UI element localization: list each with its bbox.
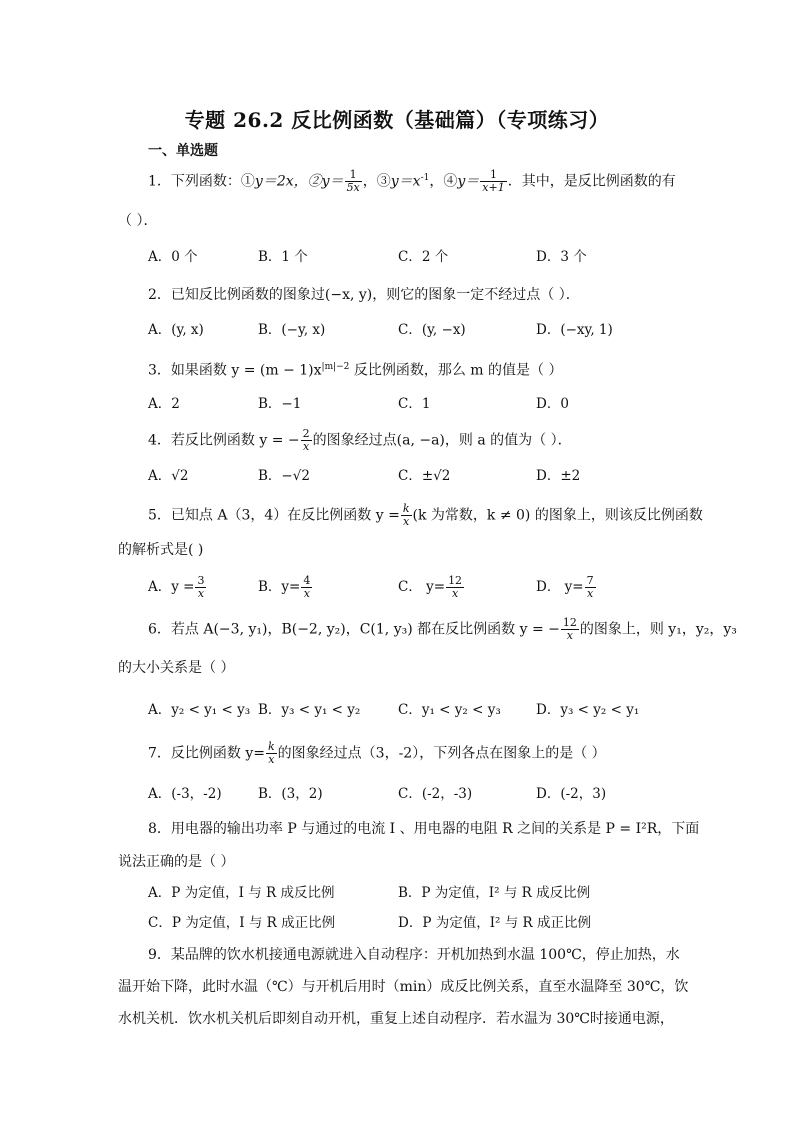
q5-option-c-label: C． y= <box>398 579 446 595</box>
q4-prefix: 4．若反比例函数 y = − <box>148 432 300 449</box>
question-6 <box>148 617 737 642</box>
q7-option-d[interactable]: D．(-2，3) <box>536 786 607 802</box>
q6-option-d[interactable]: D．y₃ < y₂ < y₁ <box>536 702 640 718</box>
q1-sep-3: ，③ <box>362 173 391 190</box>
page-title: 专题 26.2 反比例函数（基础篇）（专项练习） <box>184 108 610 132</box>
q6-suffix: 的图象上，则 y₁，y₂，y₃ <box>579 621 737 638</box>
q3-option-d[interactable]: D．0 <box>536 396 569 412</box>
q7-option-b[interactable]: B．(3，2) <box>258 786 323 802</box>
q3-suffix: 反比例函数，那么 m 的值是（ ） <box>349 362 563 379</box>
q7-suffix: 的图象经过点（3，-2），下列各点在图象上的是（ ） <box>277 745 606 762</box>
q6-prefix: 6．若点 A(−3, y₁)，B(−2, y₂)，C(1, y₃) 都在反比例函数 y = − <box>148 621 560 638</box>
q5-fraction <box>401 503 412 528</box>
q1-option-a[interactable]: A．0 个 <box>148 249 198 265</box>
q8-option-a[interactable]: A．P 为定值，I 与 R 成反比例 <box>148 885 335 901</box>
q7-prefix: 7．反比例函数 y= <box>148 745 265 762</box>
q3-option-c[interactable]: C．1 <box>398 396 431 412</box>
q5-prefix: 5．已知点 A（3，4）在反比例函数 y = <box>148 507 400 524</box>
q1-frac2-denominator: x+1 <box>482 181 505 195</box>
q4-suffix: 的图象经过点(a, −a)，则 a 的值为（ ）． <box>312 432 572 449</box>
section-heading: 一、单选题 <box>148 143 218 159</box>
q2-option-c[interactable]: C．(y, −x) <box>398 322 466 338</box>
question-4 <box>148 428 572 453</box>
q5-suffix: (k 为常数，k ≠ 0) 的图象上，则该反比例函数 <box>412 507 703 524</box>
q6-frac-denominator: x <box>566 629 573 642</box>
question-1-continuation: （ ）． <box>118 213 158 229</box>
q4-option-a[interactable]: A．√2 <box>148 468 189 484</box>
q1-expr-4: y＝ <box>457 173 480 190</box>
q5-b-numerator: 4 <box>303 574 311 587</box>
q1-option-b[interactable]: B．1 个 <box>258 249 308 265</box>
q1-frac1-numerator: 1 <box>345 169 362 182</box>
q6-option-c[interactable]: C．y₁ < y₂ < y₃ <box>398 702 501 718</box>
q5-option-a-fraction <box>195 575 206 600</box>
q1-frac2-numerator: 1 <box>480 169 506 182</box>
q1-fraction-2 <box>480 169 506 194</box>
q1-expr-3: y＝x <box>390 173 421 190</box>
q2-option-b[interactable]: B．(−y, x) <box>258 322 326 338</box>
q4-option-d[interactable]: D．±2 <box>536 468 581 484</box>
q5-c-denominator: x <box>451 587 459 600</box>
q1-expr-1: y＝2x，② <box>254 173 322 190</box>
q5-option-b-fraction <box>301 575 312 600</box>
q5-d-numerator: 7 <box>586 574 594 587</box>
q5-option-d-label: D． y= <box>536 579 584 595</box>
q3-option-b[interactable]: B．−1 <box>258 396 302 412</box>
q1-frac1-denominator: 5x <box>346 181 360 195</box>
q2-option-d[interactable]: D．(−xy, 1) <box>536 322 613 338</box>
q5-option-d[interactable] <box>536 575 597 600</box>
question-6-continuation: 的大小关系是（ ） <box>118 660 235 676</box>
q8-option-c[interactable]: C．P 为定值，I 与 R 成正比例 <box>148 915 336 931</box>
q5-option-a[interactable] <box>148 575 207 600</box>
q7-frac-numerator: k <box>268 740 275 753</box>
q6-fraction <box>561 617 579 642</box>
question-5 <box>148 503 703 528</box>
q4-frac-numerator: 2 <box>302 427 310 440</box>
question-9-line-2: 温开始下降，此时水温（℃）与开机后用时（min）成反比例关系，直至水温降至 30℃，饮 <box>118 979 689 995</box>
q1-fraction-1 <box>345 169 362 194</box>
q3-prefix: 3．如果函数 y = (m − 1)x <box>148 362 322 379</box>
q4-frac-denominator: x <box>303 440 310 453</box>
question-8: 8．用电器的输出功率 P 与通过的电流 I 、用电器的电阻 R 之间的关系是 P = I²R，下面 <box>148 821 700 837</box>
q1-prefix: 1．下列函数：① <box>148 173 255 190</box>
q1-option-c[interactable]: C．2 个 <box>398 249 449 265</box>
q4-fraction <box>301 428 312 453</box>
question-3 <box>148 357 562 381</box>
q6-frac-numerator: 12 <box>562 616 577 629</box>
question-7 <box>148 741 606 766</box>
q8-option-b[interactable]: B．P 为定值，I² 与 R 成反比例 <box>398 885 591 901</box>
q3-option-a[interactable]: A．2 <box>148 396 180 412</box>
q5-a-denominator: x <box>197 587 205 600</box>
question-8-continuation: 说法正确的是（ ） <box>118 854 235 870</box>
q5-option-b[interactable] <box>258 575 313 600</box>
q7-frac-denominator: x <box>268 753 275 766</box>
q7-option-a[interactable]: A．(-3，-2) <box>148 786 222 802</box>
question-1 <box>148 168 676 194</box>
question-5-continuation: 的解析式是( ) <box>118 542 204 558</box>
q1-expr-2: y＝ <box>321 173 344 190</box>
q6-option-a[interactable]: A．y₂ < y₁ < y₃ <box>148 702 251 718</box>
q1-expr-3-exponent: -1 <box>420 173 430 183</box>
q6-option-b[interactable]: B．y₃ < y₁ < y₂ <box>258 702 361 718</box>
q8-option-d[interactable]: D．P 为定值，I² 与 R 成正比例 <box>398 915 591 931</box>
q7-fraction <box>266 741 277 766</box>
q3-exponent: |m|−2 <box>321 362 350 372</box>
q5-b-denominator: x <box>303 587 310 600</box>
q5-frac-numerator: k <box>402 502 410 515</box>
q1-suffix: ．其中，是反比例函数的有 <box>507 173 676 190</box>
question-2: 2．已知反比例函数的图象过(−x, y)，则它的图象一定不经过点（ ）． <box>148 287 580 303</box>
q5-option-a-label: A．y = <box>148 579 195 595</box>
q5-a-numerator: 3 <box>197 574 205 587</box>
q5-option-b-label: B．y= <box>258 579 301 595</box>
q5-frac-denominator: x <box>403 515 410 528</box>
q4-option-b[interactable]: B．−√2 <box>258 468 310 484</box>
q2-option-a[interactable]: A．(y, x) <box>148 322 204 338</box>
q1-option-d[interactable]: D．3 个 <box>536 249 587 265</box>
q7-option-c[interactable]: C．(-2，-3) <box>398 786 473 802</box>
q5-option-c[interactable] <box>398 575 465 600</box>
q5-c-numerator: 12 <box>448 574 463 587</box>
question-9-line-1: 9．某品牌的饮水机接通电源就进入自动程序：开机加热到水温 100℃，停止加热，水 <box>148 947 680 963</box>
q5-option-c-fraction <box>446 575 464 600</box>
q5-d-denominator: x <box>586 587 594 600</box>
q4-option-c[interactable]: C．±√2 <box>398 468 451 484</box>
q5-option-d-fraction <box>585 575 596 600</box>
question-9-line-3: 水机关机．饮水机关机后即刻自动开机，重复上述自动程序．若水温为 30℃时接通电源， <box>118 1011 674 1027</box>
q1-sep-4: ，④ <box>429 173 458 190</box>
